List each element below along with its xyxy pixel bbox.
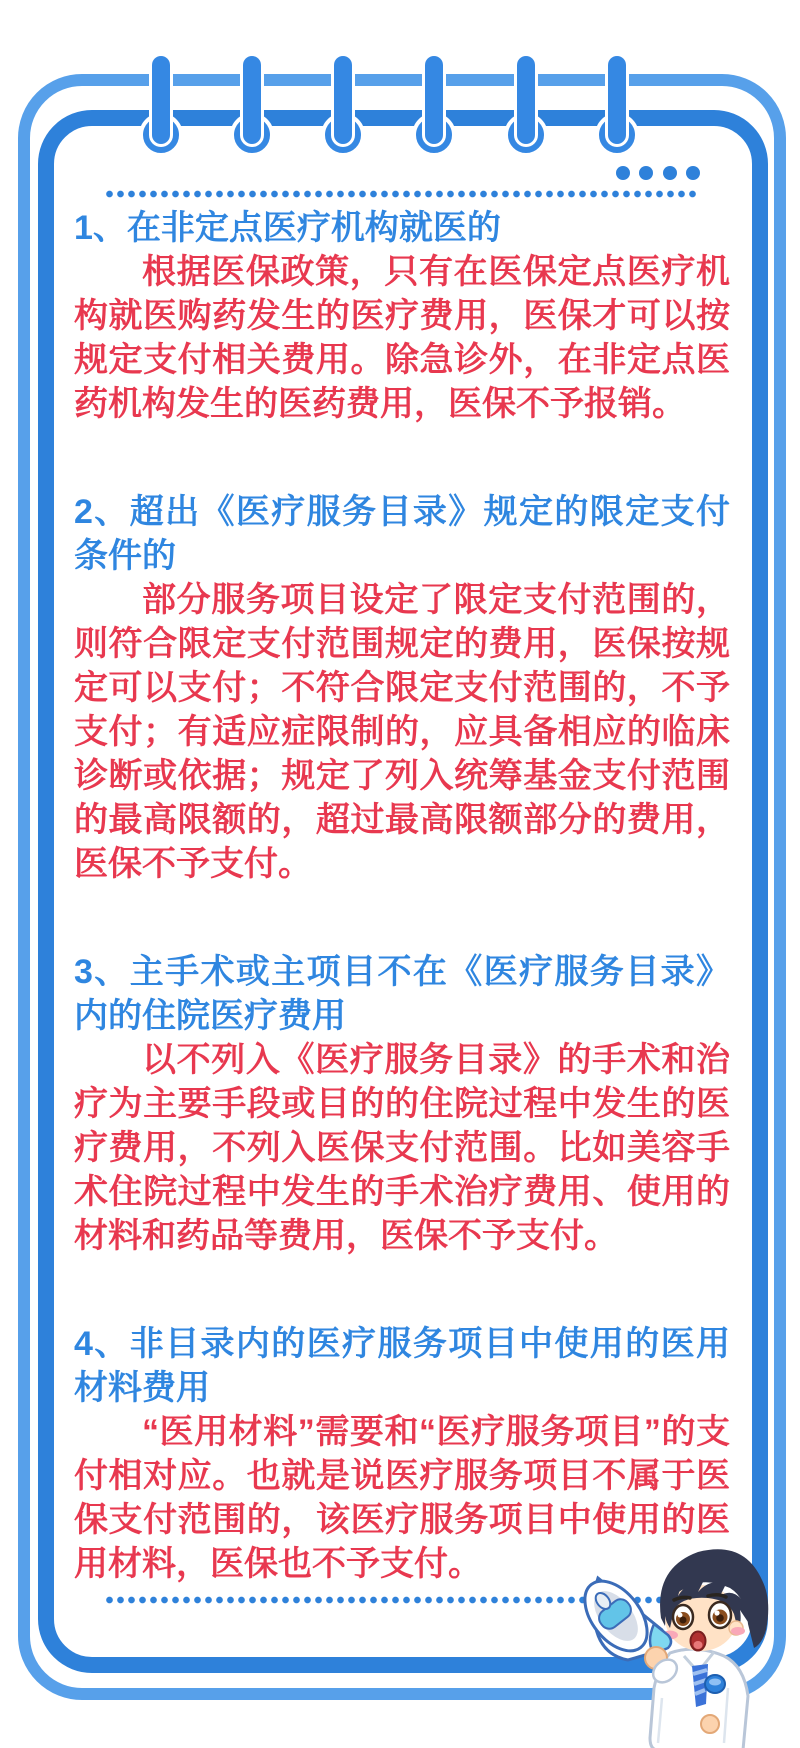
- section-4-heading: 4、非目录内的医疗服务项目中使用的医用材料费用: [74, 1325, 730, 1407]
- binding-tab: [425, 56, 443, 144]
- accent-dot: [639, 166, 653, 180]
- section-2: [74, 490, 730, 886]
- mascot-doctor-megaphone-illustration: [558, 1538, 800, 1748]
- binding-tab: [608, 56, 626, 144]
- accent-dot: [663, 166, 677, 180]
- top-dotted-divider: [104, 190, 696, 198]
- section-2-heading: 2、超出《医疗服务目录》规定的限定支付条件的: [74, 493, 730, 575]
- article-body: [74, 206, 730, 1586]
- binding-tab: [517, 56, 535, 144]
- accent-dot: [686, 166, 700, 180]
- section-1-text: 根据医保政策，只有在医保定点医疗机构就医购药发生的医疗费用，医保才可以按规定支付相关费用。除急诊外，在非定点医药机构发生的医药费用，医保不予报销。: [74, 253, 730, 423]
- section-1: [74, 206, 730, 426]
- section-3-heading: 3、主手术或主项目不在《医疗服务目录》内的住院医疗费用: [74, 953, 730, 1035]
- section-2-text: 部分服务项目设定了限定支付范围的，则符合限定支付范围规定的费用，医保按规定可以支付；不符合限定支付范围的，不予支付；有适应症限制的，应具备相应的临床诊断或依据；规定了列入统筹基金支付范围的最高限额的，超过最高限额部分的费用，医保不予支付。: [74, 581, 730, 883]
- binding-tab: [152, 56, 170, 144]
- section-4-text: “医用材料”需要和“医疗服务项目”的支付相对应。也就是说医疗服务项目不属于医保支付范围的，该医疗服务项目中使用的医用材料，医保也不予支付。: [74, 1413, 730, 1583]
- binding-tab: [243, 56, 261, 144]
- section-1-heading: 1、在非定点医疗机构就医的: [74, 209, 501, 247]
- binding-tab: [334, 56, 352, 144]
- mascot-head: [660, 1549, 768, 1651]
- accent-dot: [616, 166, 630, 180]
- section-3: [74, 950, 730, 1258]
- section-3-text: 以不列入《医疗服务目录》的手术和治疗为主要手段或目的的住院过程中发生的医疗费用，不列入医保支付范围。比如美容手术住院过程中发生的手术治疗费用、使用的材料和药品等费用，医保不予支付。: [74, 1041, 730, 1255]
